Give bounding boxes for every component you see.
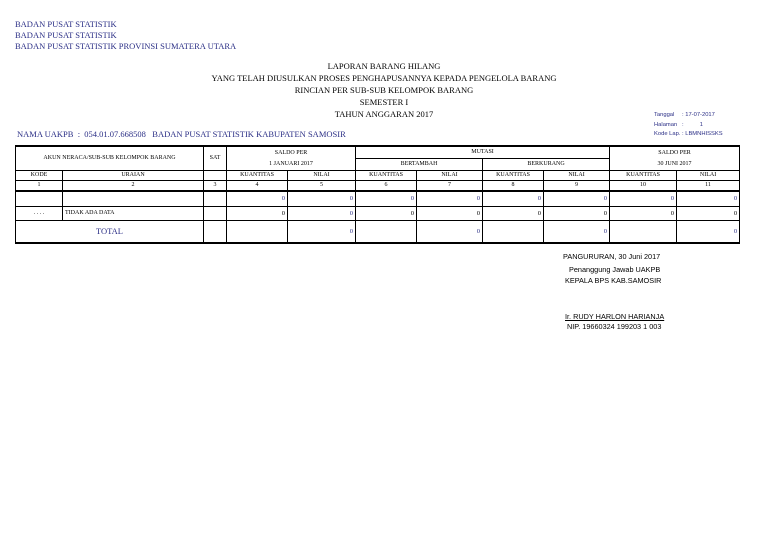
total-sat: [204, 220, 227, 243]
org-line-3: BADAN PUSAT STATISTIK PROVINSI SUMATERA UTARA: [15, 41, 237, 51]
header-bertambah: BERTAMBAH: [356, 158, 483, 170]
row1-value-4: 0: [417, 191, 483, 206]
title-line-5: TAHUN ANGGARAN 2017: [334, 109, 434, 119]
header-saldo-awal: SALDO PER: [227, 146, 356, 158]
row1-value-6: 0: [544, 191, 610, 206]
organization-header: [15, 19, 236, 52]
row2-uraian: TIDAK ADA DATA: [63, 206, 204, 220]
halaman-value: : 1: [682, 121, 703, 128]
total-value-4: 0: [677, 220, 740, 243]
halaman-label: Halaman: [654, 121, 678, 128]
report-table: [15, 145, 740, 244]
tanggal-value: : 17-07-2017: [682, 112, 715, 118]
header-uraian: URAIAN: [63, 170, 204, 180]
row1-uraian: [63, 191, 204, 206]
row2-sat: [204, 206, 227, 220]
total-empty-3: [483, 220, 544, 243]
total-label: TOTAL: [16, 220, 204, 243]
row1-value-3: 0: [356, 191, 417, 206]
header-kuantitas-2: KUANTITAS: [356, 170, 417, 180]
org-line-2: BADAN PUSAT STATISTIK: [15, 30, 117, 40]
row1-value-7: 0: [610, 191, 677, 206]
signature-name: Ir. RUDY HARLON HARIANJA: [565, 312, 665, 321]
col-num-9: 9: [544, 180, 610, 191]
signature-role-2: KEPALA BPS KAB.SAMOSIR: [565, 276, 662, 285]
header-saldo-awal-date: 1 JANUARI 2017: [227, 158, 356, 170]
row2-value-7: 0: [610, 206, 677, 220]
row1-value-5: 0: [483, 191, 544, 206]
table-row: [16, 191, 740, 206]
header-nilai-1: NILAI: [288, 170, 356, 180]
total-empty-1: [227, 220, 288, 243]
row1-value-8: 0: [677, 191, 740, 206]
col-num-4: 4: [227, 180, 288, 191]
header-mutasi: MUTASI: [356, 146, 610, 158]
signature-role-1: Penanggung Jawab UAKPB: [569, 265, 661, 274]
tanggal-label: Tanggal: [654, 112, 675, 118]
col-num-10: 10: [610, 180, 677, 191]
column-number-row: [16, 180, 740, 191]
row2-value-6: 0: [544, 206, 610, 220]
col-num-6: 6: [356, 180, 417, 191]
row1-kode: [16, 191, 63, 206]
total-empty-2: [356, 220, 417, 243]
row2-value-3: 0: [356, 206, 417, 220]
row1-sat: [204, 191, 227, 206]
signature-nip: NIP. 19660324 199203 1 003: [567, 322, 662, 331]
header-row-1: [16, 146, 740, 158]
uakpb-line: NAMA UAKPB : 054.01.07.668508 BADAN PUSAT STATISTIK KABUPATEN SAMOSIR: [17, 129, 346, 139]
row2-value-1: 0: [227, 206, 288, 220]
header-kuantitas-4: KUANTITAS: [610, 170, 677, 180]
header-sat-empty: [204, 170, 227, 180]
table-row: [16, 206, 740, 220]
title-line-4: SEMESTER I: [359, 97, 409, 107]
header-saldo-akhir: SALDO PER: [610, 146, 740, 158]
kode-label: Kode Lap.: [654, 131, 681, 137]
header-nilai-3: NILAI: [544, 170, 610, 180]
row1-value-2: 0: [288, 191, 356, 206]
row2-value-2: 0: [288, 206, 356, 220]
header-row-3: [16, 170, 740, 180]
total-value-1: 0: [288, 220, 356, 243]
header-kuantitas-1: KUANTITAS: [227, 170, 288, 180]
col-num-7: 7: [417, 180, 483, 191]
title-line-1: LAPORAN BARANG HILANG: [327, 61, 441, 71]
col-num-11: 11: [677, 180, 740, 191]
report-title: [0, 60, 768, 120]
title-line-2: YANG TELAH DIUSULKAN PROSES PENGHAPUSANNYA KEPADA PENGELOLA BARANG: [211, 73, 557, 83]
header-saldo-akhir-date: 30 JUNI 2017: [610, 158, 740, 170]
header-berkurang: BERKURANG: [483, 158, 610, 170]
col-num-3: 3: [204, 180, 227, 191]
header-nilai-4: NILAI: [677, 170, 740, 180]
header-akun: AKUN NERACA/SUB-SUB KELOMPOK BARANG: [16, 146, 204, 170]
title-line-3: RINCIAN PER SUB-SUB KELOMPOK BARANG: [294, 85, 474, 95]
total-value-2: 0: [417, 220, 483, 243]
row2-value-8: 0: [677, 206, 740, 220]
total-empty-4: [610, 220, 677, 243]
total-value-3: 0: [544, 220, 610, 243]
signature-place-date: PANGURURAN, 30 Juni 2017: [563, 252, 661, 261]
header-nilai-2: NILAI: [417, 170, 483, 180]
col-num-2: 2: [63, 180, 204, 191]
header-sat: SAT: [204, 146, 227, 170]
total-row: [16, 220, 740, 243]
col-num-1: 1: [16, 180, 63, 191]
row1-value-1: 0: [227, 191, 288, 206]
org-line-1: BADAN PUSAT STATISTIK: [15, 19, 117, 29]
kode-value: : LBMNHISSKS: [682, 131, 723, 137]
col-num-5: 5: [288, 180, 356, 191]
row2-value-4: 0: [417, 206, 483, 220]
row2-kode: . . . .: [16, 206, 63, 220]
report-meta: [654, 111, 723, 140]
row2-value-5: 0: [483, 206, 544, 220]
header-kuantitas-3: KUANTITAS: [483, 170, 544, 180]
header-kode: KODE: [16, 170, 63, 180]
col-num-8: 8: [483, 180, 544, 191]
